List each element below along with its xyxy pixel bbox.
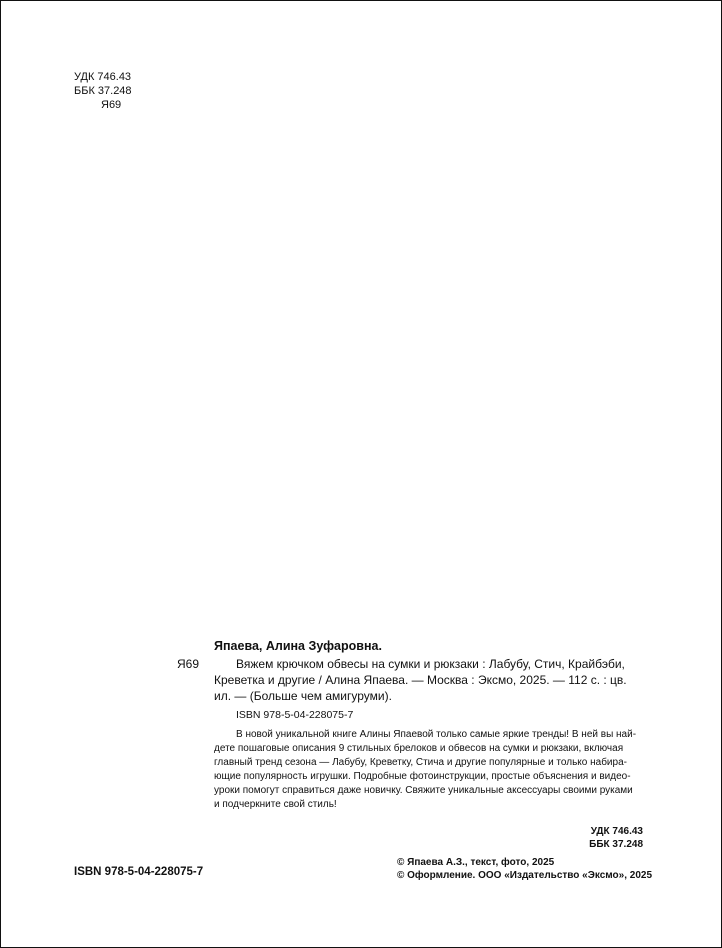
annotation-line: ющие популярность игрушки. Подробные фотоинструкции, простые объяснения и видео-	[214, 771, 631, 782]
copyright-design: © Оформление. ООО «Издательство «Эксмо», 2025	[397, 870, 653, 881]
record-title-line: Вяжем крючком обвесы на сумки и рюкзаки : Лабубу, Стич, Крайбэби,	[236, 657, 625, 671]
record-isbn: ISBN 978-5-04-228075-7	[236, 709, 354, 721]
record-title-line: ил. — (Больше чем амигуруми).	[214, 689, 392, 703]
annotation-line: и подчеркните свой стиль!	[214, 799, 337, 810]
record-title-line: Креветка и другие / Алина Япаева. — Москва : Эксмо, 2025. — 112 с. : цв.	[214, 673, 627, 687]
author-mark-top: Я69	[101, 99, 122, 111]
record-udk: УДК 746.43	[590, 826, 643, 837]
footer-isbn: ISBN 978-5-04-228075-7	[74, 866, 204, 878]
udk-code-top: УДК 746.43	[74, 71, 132, 83]
annotation-line: дете пошаговые описания 9 стильных брелоков и обвесов на сумки и рюкзаки, включая	[214, 743, 624, 754]
annotation-line: уроки помогут справиться даже новичку. Свяжите уникальные аксессуары своими руками	[214, 785, 633, 796]
copyright-text: © Япаева А.З., текст, фото, 2025	[397, 857, 555, 868]
annotation-line: В новой уникальной книге Алины Япаевой только самые яркие тренды! В ней вы най-	[236, 729, 637, 740]
annotation-line: главный тренд сезона — Лабубу, Креветку, Стича и другие популярные и только набира-	[214, 757, 627, 768]
record-author: Япаева, Алина Зуфаровна.	[214, 639, 382, 653]
record-author-mark: Я69	[177, 657, 200, 671]
bbk-code-top: ББК 37.248	[74, 85, 132, 97]
record-bbk: ББК 37.248	[589, 839, 643, 850]
